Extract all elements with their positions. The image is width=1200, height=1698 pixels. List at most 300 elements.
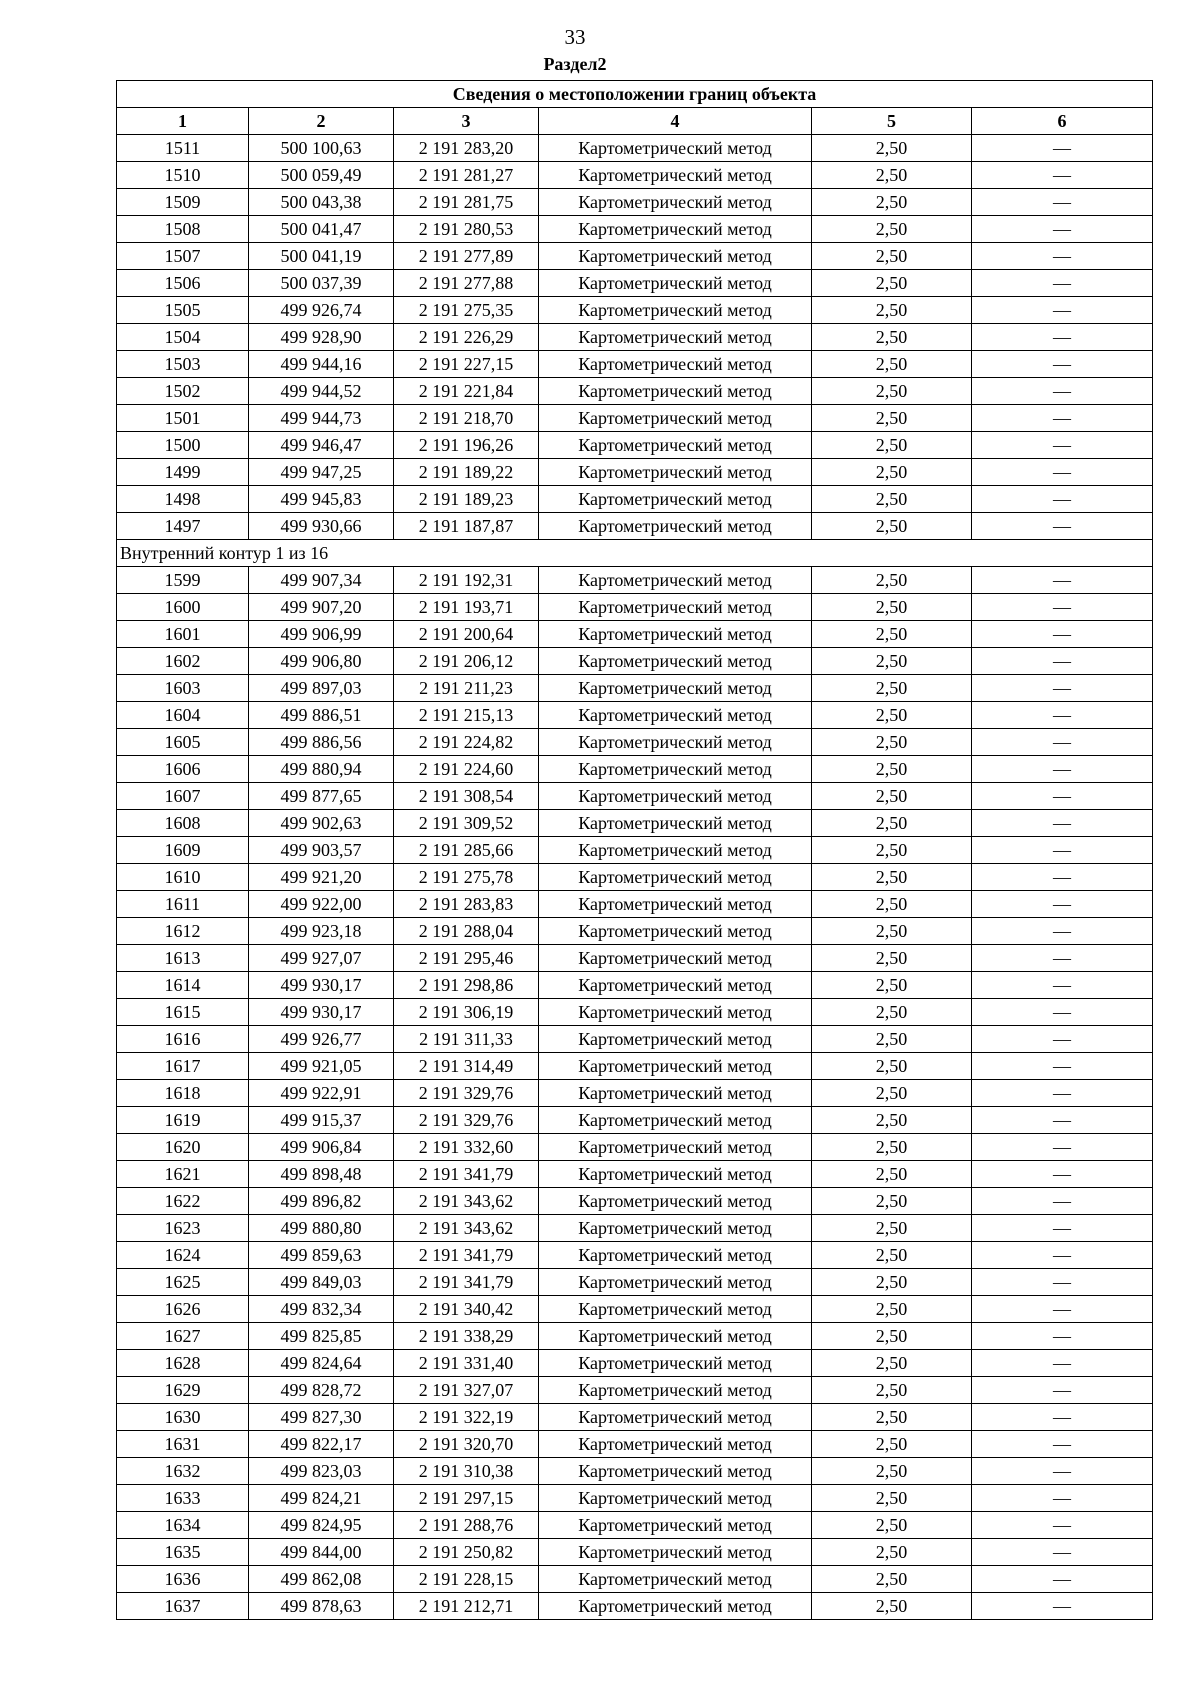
table-row [117,1080,1153,1107]
coordinate-x-cell: 499 849,03 [249,1269,394,1296]
description-cell: — [972,270,1153,297]
accuracy-cell: 2,50 [812,1215,972,1242]
accuracy-cell: 2,50 [812,621,972,648]
description-cell: — [972,1350,1153,1377]
method-cell: Картометрический метод [539,1512,812,1539]
accuracy-cell: 2,50 [812,1242,972,1269]
coordinate-y-cell: 2 191 283,83 [394,891,539,918]
coordinate-y-cell: 2 191 329,76 [394,1080,539,1107]
method-cell: Картометрический метод [539,1404,812,1431]
coordinate-y-cell: 2 191 221,84 [394,378,539,405]
accuracy-cell: 2,50 [812,1512,972,1539]
table-row [117,783,1153,810]
table-row [117,459,1153,486]
accuracy-cell: 2,50 [812,1296,972,1323]
description-cell: — [972,1134,1153,1161]
coordinate-x-cell: 499 927,07 [249,945,394,972]
point-number-cell: 1501 [117,405,249,432]
coordinate-x-cell: 499 944,52 [249,378,394,405]
point-number-cell: 1606 [117,756,249,783]
coordinate-y-cell: 2 191 196,26 [394,432,539,459]
point-number-cell: 1499 [117,459,249,486]
method-cell: Картометрический метод [539,1377,812,1404]
description-cell: — [972,702,1153,729]
accuracy-cell: 2,50 [812,702,972,729]
coordinate-y-cell: 2 191 189,23 [394,486,539,513]
method-cell: Картометрический метод [539,324,812,351]
table-row [117,621,1153,648]
coordinate-x-cell: 499 828,72 [249,1377,394,1404]
table-row [117,945,1153,972]
method-cell: Картометрический метод [539,945,812,972]
method-cell: Картометрический метод [539,1053,812,1080]
method-cell: Картометрический метод [539,621,812,648]
method-cell: Картометрический метод [539,675,812,702]
table-row [117,324,1153,351]
accuracy-cell: 2,50 [812,999,972,1026]
description-cell: — [972,810,1153,837]
table-row [117,243,1153,270]
coordinate-x-cell: 499 862,08 [249,1566,394,1593]
coordinate-y-cell: 2 191 200,64 [394,621,539,648]
coordinate-y-cell: 2 191 218,70 [394,405,539,432]
accuracy-cell: 2,50 [812,1080,972,1107]
point-number-cell: 1608 [117,810,249,837]
description-cell: — [972,648,1153,675]
coordinate-x-cell: 500 041,19 [249,243,394,270]
method-cell: Картометрический метод [539,351,812,378]
accuracy-cell: 2,50 [812,486,972,513]
table-row [117,378,1153,405]
method-cell: Картометрический метод [539,783,812,810]
description-cell: — [972,621,1153,648]
point-number-cell: 1630 [117,1404,249,1431]
description-cell: — [972,1566,1153,1593]
method-cell: Картометрический метод [539,702,812,729]
accuracy-cell: 2,50 [812,270,972,297]
description-cell: — [972,1431,1153,1458]
description-cell: — [972,945,1153,972]
point-number-cell: 1614 [117,972,249,999]
table-row [117,513,1153,540]
accuracy-cell: 2,50 [812,891,972,918]
method-cell: Картометрический метод [539,837,812,864]
description-cell: — [972,162,1153,189]
table-row [117,675,1153,702]
table-row [117,1242,1153,1269]
description-cell: — [972,189,1153,216]
table-row [117,999,1153,1026]
table-row [117,702,1153,729]
description-cell: — [972,1485,1153,1512]
table-row [117,1566,1153,1593]
point-number-cell: 1500 [117,432,249,459]
table-row [117,567,1153,594]
method-cell: Картометрический метод [539,1134,812,1161]
coordinate-x-cell: 499 824,64 [249,1350,394,1377]
table-row [117,405,1153,432]
description-cell: — [972,918,1153,945]
column-number: 5 [812,108,972,135]
table-row [117,1377,1153,1404]
coordinate-x-cell: 499 928,90 [249,324,394,351]
point-number-cell: 1507 [117,243,249,270]
coordinate-x-cell: 499 877,65 [249,783,394,810]
coordinate-y-cell: 2 191 288,04 [394,918,539,945]
method-cell: Картометрический метод [539,999,812,1026]
method-cell: Картометрический метод [539,810,812,837]
coordinate-x-cell: 499 921,05 [249,1053,394,1080]
method-cell: Картометрический метод [539,648,812,675]
table-row [117,1134,1153,1161]
point-number-cell: 1600 [117,594,249,621]
point-number-cell: 1613 [117,945,249,972]
method-cell: Картометрический метод [539,405,812,432]
coordinate-x-cell: 499 880,94 [249,756,394,783]
table-row [117,162,1153,189]
description-cell: — [972,1161,1153,1188]
table-row [117,432,1153,459]
accuracy-cell: 2,50 [812,1134,972,1161]
point-number-cell: 1617 [117,1053,249,1080]
point-number-cell: 1636 [117,1566,249,1593]
coordinate-y-cell: 2 191 322,19 [394,1404,539,1431]
coordinate-x-cell: 499 822,17 [249,1431,394,1458]
column-number-row [117,108,1153,135]
coordinate-y-cell: 2 191 212,71 [394,1593,539,1620]
coordinate-x-cell: 499 896,82 [249,1188,394,1215]
point-number-cell: 1607 [117,783,249,810]
point-number-cell: 1609 [117,837,249,864]
point-number-cell: 1502 [117,378,249,405]
accuracy-cell: 2,50 [812,945,972,972]
table-row [117,1053,1153,1080]
point-number-cell: 1508 [117,216,249,243]
coordinate-x-cell: 499 878,63 [249,1593,394,1620]
point-number-cell: 1615 [117,999,249,1026]
point-number-cell: 1618 [117,1080,249,1107]
coordinate-x-cell: 499 947,25 [249,459,394,486]
coordinate-y-cell: 2 191 288,76 [394,1512,539,1539]
coordinate-y-cell: 2 191 224,82 [394,729,539,756]
accuracy-cell: 2,50 [812,405,972,432]
coordinate-x-cell: 499 915,37 [249,1107,394,1134]
coordinate-x-cell: 499 923,18 [249,918,394,945]
coordinate-y-cell: 2 191 193,71 [394,594,539,621]
point-number-cell: 1625 [117,1269,249,1296]
coordinate-x-cell: 499 827,30 [249,1404,394,1431]
table-row [117,486,1153,513]
coordinate-x-cell: 499 921,20 [249,864,394,891]
table-row [117,837,1153,864]
method-cell: Картометрический метод [539,918,812,945]
description-cell: — [972,1458,1153,1485]
accuracy-cell: 2,50 [812,648,972,675]
coordinate-y-cell: 2 191 281,27 [394,162,539,189]
point-number-cell: 1637 [117,1593,249,1620]
description-cell: — [972,216,1153,243]
method-cell: Картометрический метод [539,1188,812,1215]
accuracy-cell: 2,50 [812,1323,972,1350]
coordinate-x-cell: 499 944,73 [249,405,394,432]
description-cell: — [972,972,1153,999]
accuracy-cell: 2,50 [812,1593,972,1620]
coordinate-x-cell: 499 880,80 [249,1215,394,1242]
coordinate-y-cell: 2 191 309,52 [394,810,539,837]
table-row [117,1161,1153,1188]
point-number-cell: 1610 [117,864,249,891]
table-row [117,972,1153,999]
accuracy-cell: 2,50 [812,432,972,459]
accuracy-cell: 2,50 [812,1566,972,1593]
method-cell: Картометрический метод [539,243,812,270]
point-number-cell: 1509 [117,189,249,216]
table-row [117,1404,1153,1431]
accuracy-cell: 2,50 [812,1269,972,1296]
coordinate-x-cell: 499 844,00 [249,1539,394,1566]
coordinate-y-cell: 2 191 277,88 [394,270,539,297]
description-cell: — [972,432,1153,459]
description-cell: — [972,459,1153,486]
coordinate-y-cell: 2 191 295,46 [394,945,539,972]
accuracy-cell: 2,50 [812,1431,972,1458]
coordinate-x-cell: 499 859,63 [249,1242,394,1269]
coordinate-x-cell: 499 926,77 [249,1026,394,1053]
description-cell: — [972,891,1153,918]
point-number-cell: 1498 [117,486,249,513]
coordinate-x-cell: 499 930,17 [249,999,394,1026]
method-cell: Картометрический метод [539,486,812,513]
point-number-cell: 1633 [117,1485,249,1512]
table-row [117,1458,1153,1485]
accuracy-cell: 2,50 [812,216,972,243]
coordinate-x-cell: 499 897,03 [249,675,394,702]
coordinate-x-cell: 499 823,03 [249,1458,394,1485]
point-number-cell: 1510 [117,162,249,189]
accuracy-cell: 2,50 [812,567,972,594]
point-number-cell: 1612 [117,918,249,945]
coordinate-x-cell: 499 930,66 [249,513,394,540]
coordinate-y-cell: 2 191 331,40 [394,1350,539,1377]
coordinate-y-cell: 2 191 285,66 [394,837,539,864]
method-cell: Картометрический метод [539,1242,812,1269]
point-number-cell: 1621 [117,1161,249,1188]
point-number-cell: 1627 [117,1323,249,1350]
method-cell: Картометрический метод [539,1026,812,1053]
coordinate-y-cell: 2 191 192,31 [394,567,539,594]
coordinate-y-cell: 2 191 340,42 [394,1296,539,1323]
description-cell: — [972,1539,1153,1566]
method-cell: Картометрический метод [539,1269,812,1296]
coordinate-x-cell: 499 906,84 [249,1134,394,1161]
table-body [117,81,1153,1620]
coordinate-y-cell: 2 191 338,29 [394,1323,539,1350]
method-cell: Картометрический метод [539,594,812,621]
accuracy-cell: 2,50 [812,972,972,999]
coordinate-y-cell: 2 191 189,22 [394,459,539,486]
table-row [117,891,1153,918]
coordinate-y-cell: 2 191 308,54 [394,783,539,810]
accuracy-cell: 2,50 [812,1188,972,1215]
accuracy-cell: 2,50 [812,1350,972,1377]
table-row [117,351,1153,378]
point-number-cell: 1616 [117,1026,249,1053]
coordinate-x-cell: 500 059,49 [249,162,394,189]
point-number-cell: 1497 [117,513,249,540]
table-row [117,216,1153,243]
method-cell: Картометрический метод [539,189,812,216]
accuracy-cell: 2,50 [812,135,972,162]
method-cell: Картометрический метод [539,1458,812,1485]
accuracy-cell: 2,50 [812,1377,972,1404]
coordinate-x-cell: 499 886,51 [249,702,394,729]
description-cell: — [972,135,1153,162]
accuracy-cell: 2,50 [812,675,972,702]
point-number-cell: 1624 [117,1242,249,1269]
accuracy-cell: 2,50 [812,162,972,189]
accuracy-cell: 2,50 [812,594,972,621]
method-cell: Картометрический метод [539,891,812,918]
accuracy-cell: 2,50 [812,729,972,756]
method-cell: Картометрический метод [539,864,812,891]
description-cell: — [972,1215,1153,1242]
point-number-cell: 1622 [117,1188,249,1215]
method-cell: Картометрический метод [539,162,812,189]
accuracy-cell: 2,50 [812,810,972,837]
coordinate-x-cell: 499 825,85 [249,1323,394,1350]
coordinate-y-cell: 2 191 298,86 [394,972,539,999]
method-cell: Картометрический метод [539,1161,812,1188]
column-number: 2 [249,108,394,135]
point-number-cell: 1631 [117,1431,249,1458]
coordinate-x-cell: 499 907,20 [249,594,394,621]
table-row [117,648,1153,675]
method-cell: Картометрический метод [539,378,812,405]
coordinate-x-cell: 500 037,39 [249,270,394,297]
boundary-coordinates-table [116,80,1153,1620]
coordinate-y-cell: 2 191 341,79 [394,1161,539,1188]
table-row [117,1269,1153,1296]
point-number-cell: 1635 [117,1539,249,1566]
accuracy-cell: 2,50 [812,837,972,864]
table-row [117,1188,1153,1215]
point-number-cell: 1505 [117,297,249,324]
accuracy-cell: 2,50 [812,378,972,405]
table-row [117,1296,1153,1323]
description-cell: — [972,1107,1153,1134]
coordinate-y-cell: 2 191 187,87 [394,513,539,540]
coordinate-y-cell: 2 191 227,15 [394,351,539,378]
description-cell: — [972,351,1153,378]
description-cell: — [972,729,1153,756]
table-caption-row [117,81,1153,108]
point-number-cell: 1605 [117,729,249,756]
table-row [117,756,1153,783]
description-cell: — [972,1593,1153,1620]
coordinate-x-cell: 499 902,63 [249,810,394,837]
accuracy-cell: 2,50 [812,918,972,945]
accuracy-cell: 2,50 [812,756,972,783]
coordinate-x-cell: 499 922,91 [249,1080,394,1107]
point-number-cell: 1620 [117,1134,249,1161]
coordinate-y-cell: 2 191 283,20 [394,135,539,162]
table-row [117,1485,1153,1512]
accuracy-cell: 2,50 [812,783,972,810]
coordinate-y-cell: 2 191 329,76 [394,1107,539,1134]
point-number-cell: 1503 [117,351,249,378]
point-number-cell: 1511 [117,135,249,162]
column-number: 1 [117,108,249,135]
method-cell: Картометрический метод [539,1350,812,1377]
description-cell: — [972,1404,1153,1431]
contour-label-row [117,540,1153,567]
coordinate-x-cell: 499 906,80 [249,648,394,675]
coordinate-x-cell: 499 945,83 [249,486,394,513]
point-number-cell: 1601 [117,621,249,648]
contour-label: Внутренний контур 1 из 16 [117,540,1153,567]
coordinate-x-cell: 499 832,34 [249,1296,394,1323]
table-row [117,1215,1153,1242]
accuracy-cell: 2,50 [812,297,972,324]
table-row [117,297,1153,324]
description-cell: — [972,1026,1153,1053]
description-cell: — [972,486,1153,513]
coordinate-y-cell: 2 191 343,62 [394,1215,539,1242]
description-cell: — [972,513,1153,540]
point-number-cell: 1628 [117,1350,249,1377]
table-row [117,864,1153,891]
column-number: 6 [972,108,1153,135]
method-cell: Картометрический метод [539,459,812,486]
coordinate-x-cell: 500 041,47 [249,216,394,243]
description-cell: — [972,243,1153,270]
coordinate-y-cell: 2 191 250,82 [394,1539,539,1566]
description-cell: — [972,783,1153,810]
description-cell: — [972,1323,1153,1350]
accuracy-cell: 2,50 [812,243,972,270]
column-number: 4 [539,108,812,135]
method-cell: Картометрический метод [539,135,812,162]
coordinate-y-cell: 2 191 277,89 [394,243,539,270]
accuracy-cell: 2,50 [812,1458,972,1485]
coordinate-y-cell: 2 191 341,79 [394,1269,539,1296]
coordinate-y-cell: 2 191 314,49 [394,1053,539,1080]
description-cell: — [972,675,1153,702]
coordinate-x-cell: 499 824,95 [249,1512,394,1539]
method-cell: Картометрический метод [539,1566,812,1593]
method-cell: Картометрический метод [539,270,812,297]
description-cell: — [972,1053,1153,1080]
accuracy-cell: 2,50 [812,864,972,891]
method-cell: Картометрический метод [539,513,812,540]
coordinate-y-cell: 2 191 206,12 [394,648,539,675]
coordinate-y-cell: 2 191 275,35 [394,297,539,324]
coordinate-x-cell: 499 926,74 [249,297,394,324]
coordinate-x-cell: 499 922,00 [249,891,394,918]
coordinate-y-cell: 2 191 297,15 [394,1485,539,1512]
coordinate-x-cell: 499 946,47 [249,432,394,459]
description-cell: — [972,594,1153,621]
description-cell: — [972,324,1153,351]
coordinate-x-cell: 499 903,57 [249,837,394,864]
method-cell: Картометрический метод [539,567,812,594]
table-row [117,729,1153,756]
description-cell: — [972,1269,1153,1296]
accuracy-cell: 2,50 [812,1404,972,1431]
coordinate-y-cell: 2 191 320,70 [394,1431,539,1458]
column-number: 3 [394,108,539,135]
coordinate-y-cell: 2 191 306,19 [394,999,539,1026]
